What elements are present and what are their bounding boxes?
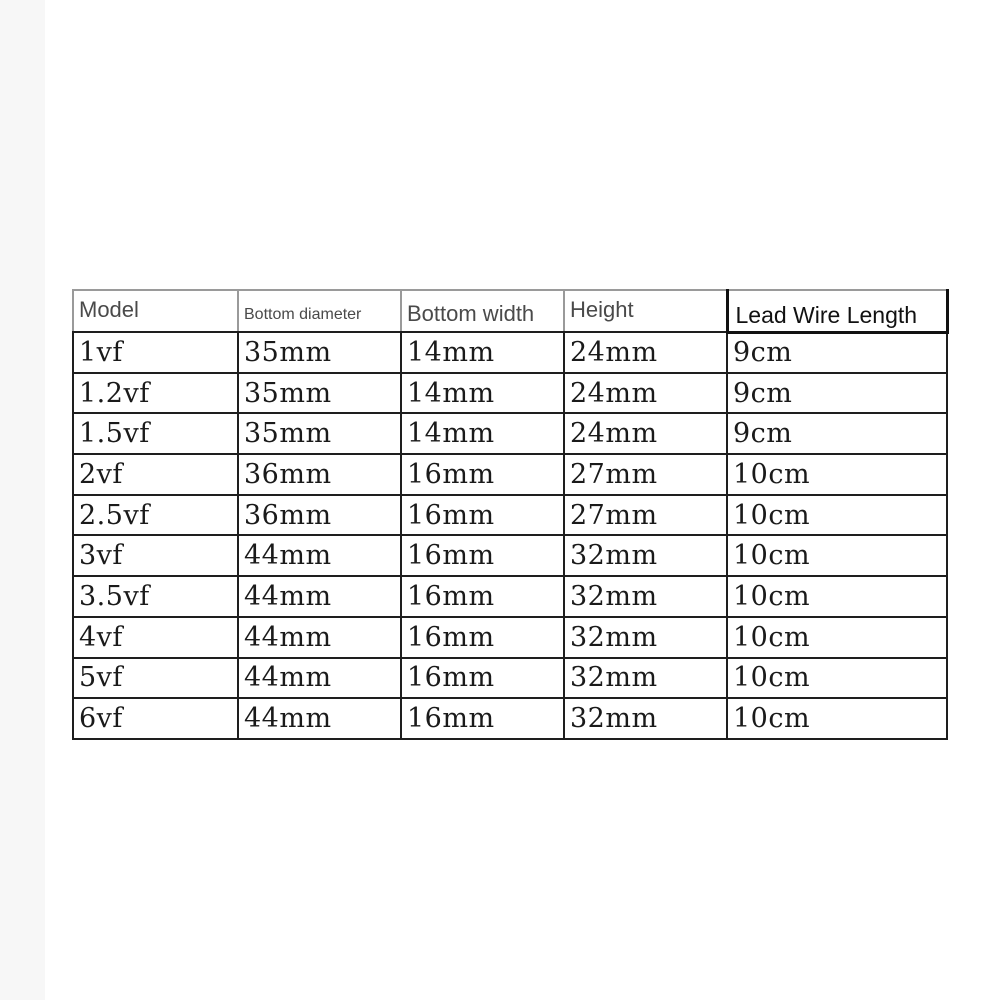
cell-bottom-width: 14mm (401, 373, 564, 414)
cell-lead-wire-length: 10cm (727, 658, 947, 699)
cell-height: 24mm (564, 413, 727, 454)
cell-lead-wire-length: 10cm (727, 617, 947, 658)
cell-bottom-width: 14mm (401, 332, 564, 373)
cell-lead-wire-length: 9cm (727, 413, 947, 454)
table-row (73, 617, 947, 658)
cell-height: 32mm (564, 535, 727, 576)
cell-bottom-diameter: 44mm (238, 576, 401, 617)
cell-model: 3.5vf (73, 576, 238, 617)
table-row (73, 413, 947, 454)
cell-bottom-width: 16mm (401, 698, 564, 739)
cell-lead-wire-length: 10cm (727, 576, 947, 617)
cell-lead-wire-length: 10cm (727, 698, 947, 739)
table-row (73, 698, 947, 739)
specification-table (72, 289, 949, 740)
cell-lead-wire-length: 9cm (727, 332, 947, 373)
table-row (73, 332, 947, 373)
table-row (73, 658, 947, 699)
cell-bottom-diameter: 35mm (238, 413, 401, 454)
cell-bottom-diameter: 35mm (238, 373, 401, 414)
table-row (73, 535, 947, 576)
cell-height: 27mm (564, 495, 727, 536)
cell-lead-wire-length: 9cm (727, 373, 947, 414)
cell-bottom-width: 14mm (401, 413, 564, 454)
cell-model: 1.5vf (73, 413, 238, 454)
cell-bottom-diameter: 44mm (238, 698, 401, 739)
cell-bottom-width: 16mm (401, 617, 564, 658)
cell-height: 24mm (564, 373, 727, 414)
cell-lead-wire-length: 10cm (727, 454, 947, 495)
cell-model: 1vf (73, 332, 238, 373)
header-model: Model (73, 290, 238, 332)
cell-height: 24mm (564, 332, 727, 373)
table-row (73, 454, 947, 495)
cell-bottom-diameter: 36mm (238, 454, 401, 495)
cell-model: 5vf (73, 658, 238, 699)
header-lead-wire-length: Lead Wire Length (727, 290, 947, 332)
cell-bottom-width: 16mm (401, 535, 564, 576)
cell-model: 6vf (73, 698, 238, 739)
header-bottom-width: Bottom width (401, 290, 564, 332)
table-row (73, 576, 947, 617)
cell-bottom-diameter: 44mm (238, 535, 401, 576)
header-height: Height (564, 290, 727, 332)
cell-model: 2vf (73, 454, 238, 495)
cell-height: 27mm (564, 454, 727, 495)
cell-model: 3vf (73, 535, 238, 576)
cell-height: 32mm (564, 576, 727, 617)
cell-bottom-width: 16mm (401, 658, 564, 699)
cell-model: 1.2vf (73, 373, 238, 414)
table-header-row (73, 290, 947, 332)
cell-height: 32mm (564, 698, 727, 739)
cell-model: 2.5vf (73, 495, 238, 536)
cell-height: 32mm (564, 658, 727, 699)
left-margin-strip (0, 0, 45, 1000)
cell-lead-wire-length: 10cm (727, 535, 947, 576)
cell-bottom-diameter: 44mm (238, 658, 401, 699)
header-bottom-diameter: Bottom diameter (238, 290, 401, 332)
cell-lead-wire-length: 10cm (727, 495, 947, 536)
cell-bottom-width: 16mm (401, 576, 564, 617)
table-row (73, 495, 947, 536)
cell-bottom-width: 16mm (401, 454, 564, 495)
table-row (73, 373, 947, 414)
cell-bottom-diameter: 35mm (238, 332, 401, 373)
cell-bottom-diameter: 36mm (238, 495, 401, 536)
cell-model: 4vf (73, 617, 238, 658)
cell-bottom-width: 16mm (401, 495, 564, 536)
cell-bottom-diameter: 44mm (238, 617, 401, 658)
cell-height: 32mm (564, 617, 727, 658)
